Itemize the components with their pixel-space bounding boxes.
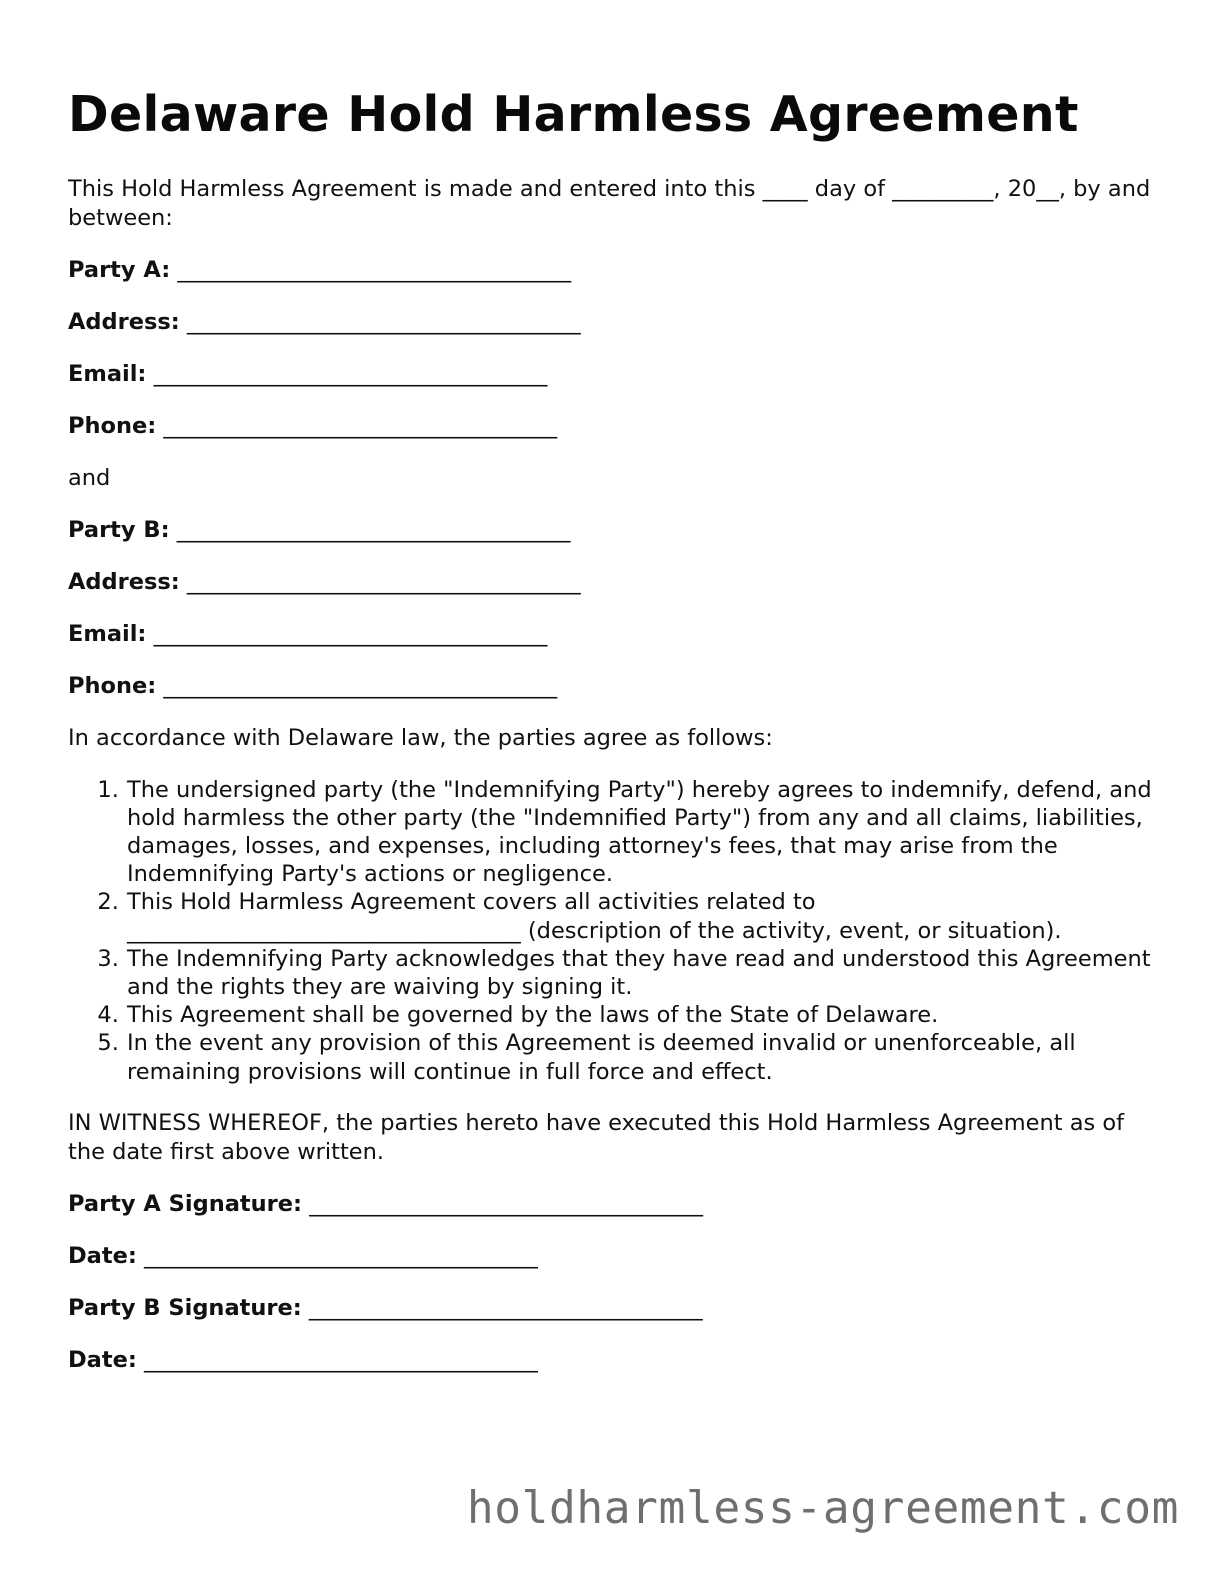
field-label: Party B: (68, 516, 170, 543)
blank-line[interactable]: ___________________________________ (153, 360, 548, 387)
blank-line[interactable]: ___________________________________ (309, 1190, 703, 1217)
and-connector: and (68, 464, 111, 491)
term-item: 2. This Hold Harmless Agreement covers all activities related to ___________________________________ (description of the activity, event, or situation). (126, 888, 1168, 944)
blank-line[interactable]: ___________________________________ (186, 568, 581, 595)
document-title: Delaware Hold Harmless Agreement (68, 86, 1079, 143)
party-a-section (68, 256, 1168, 441)
field-label: Party A: (68, 256, 171, 283)
term-item: 3. The Indemnifying Party acknowledges that they have read and understood this Agreement and the rights they are waiving by signing it. (126, 945, 1168, 1001)
field-label: Party A Signature: (68, 1190, 303, 1217)
field-label: Email: (68, 360, 147, 387)
field-label: Party B Signature: (68, 1294, 302, 1321)
intro-paragraph: This Hold Harmless Agreement is made and entered into this ____ day of _________, 20__, by and between: (68, 176, 1151, 231)
blank-line[interactable]: ___________________________________ (163, 672, 558, 699)
footer-watermark: holdharmless-agreement.com (466, 1483, 1179, 1534)
party-a-date-field (68, 1242, 1168, 1271)
terms-list (68, 776, 1168, 1086)
field-label: Phone: (68, 412, 157, 439)
party-b-email-field (68, 620, 1168, 649)
term-item: 4. This Agreement shall be governed by the laws of the State of Delaware. (126, 1001, 1168, 1029)
party-a-signature-field (68, 1190, 1168, 1219)
party-b-date-field (68, 1346, 1168, 1375)
field-label: Date: (68, 1346, 137, 1373)
party-a-address-field (68, 308, 1168, 337)
witness-paragraph: IN WITNESS WHEREOF, the parties hereto have executed this Hold Harmless Agreement as of the date first above written. (68, 1110, 1125, 1165)
blank-line[interactable]: ___________________________________ (163, 412, 558, 439)
party-b-address-field (68, 568, 1168, 597)
blank-line[interactable]: ___________________________________ (144, 1242, 538, 1269)
party-a-email-field (68, 360, 1168, 389)
blank-line[interactable]: ___________________________________ (176, 516, 571, 543)
blank-line[interactable]: ___________________________________ (144, 1346, 538, 1373)
blank-line[interactable]: ___________________________________ (177, 256, 572, 283)
accordance-paragraph: In accordance with Delaware law, the parties agree as follows: (68, 724, 773, 751)
party-b-phone-field (68, 672, 1168, 701)
field-label: Phone: (68, 672, 157, 699)
signature-section (68, 1190, 1168, 1375)
field-label: Date: (68, 1242, 137, 1269)
blank-line[interactable]: ___________________________________ (153, 620, 548, 647)
party-a-phone-field (68, 412, 1168, 441)
field-label: Address: (68, 568, 180, 595)
party-b-section (68, 516, 1168, 701)
field-label: Address: (68, 308, 180, 335)
party-b-name-field (68, 516, 1168, 545)
term-item: 1. The undersigned party (the "Indemnifying Party") hereby agrees to indemnify, defend, and hold harmless the other party (the "Indemnified Party") from any and all claims, liabilities, damages, losses, and expenses, including attorney's fees, that may arise from the Indemnifying Party's actions or negligence. (126, 776, 1168, 889)
term-item: 5. In the event any provision of this Agreement is deemed invalid or unenforceable, all remaining provisions will continue in full force and effect. (126, 1029, 1168, 1085)
blank-line[interactable]: ___________________________________ (308, 1294, 703, 1321)
field-label: Email: (68, 620, 147, 647)
party-b-signature-field (68, 1294, 1168, 1323)
party-a-name-field (68, 256, 1168, 285)
blank-line[interactable]: ___________________________________ (186, 308, 581, 335)
document-page (68, 80, 1168, 1374)
